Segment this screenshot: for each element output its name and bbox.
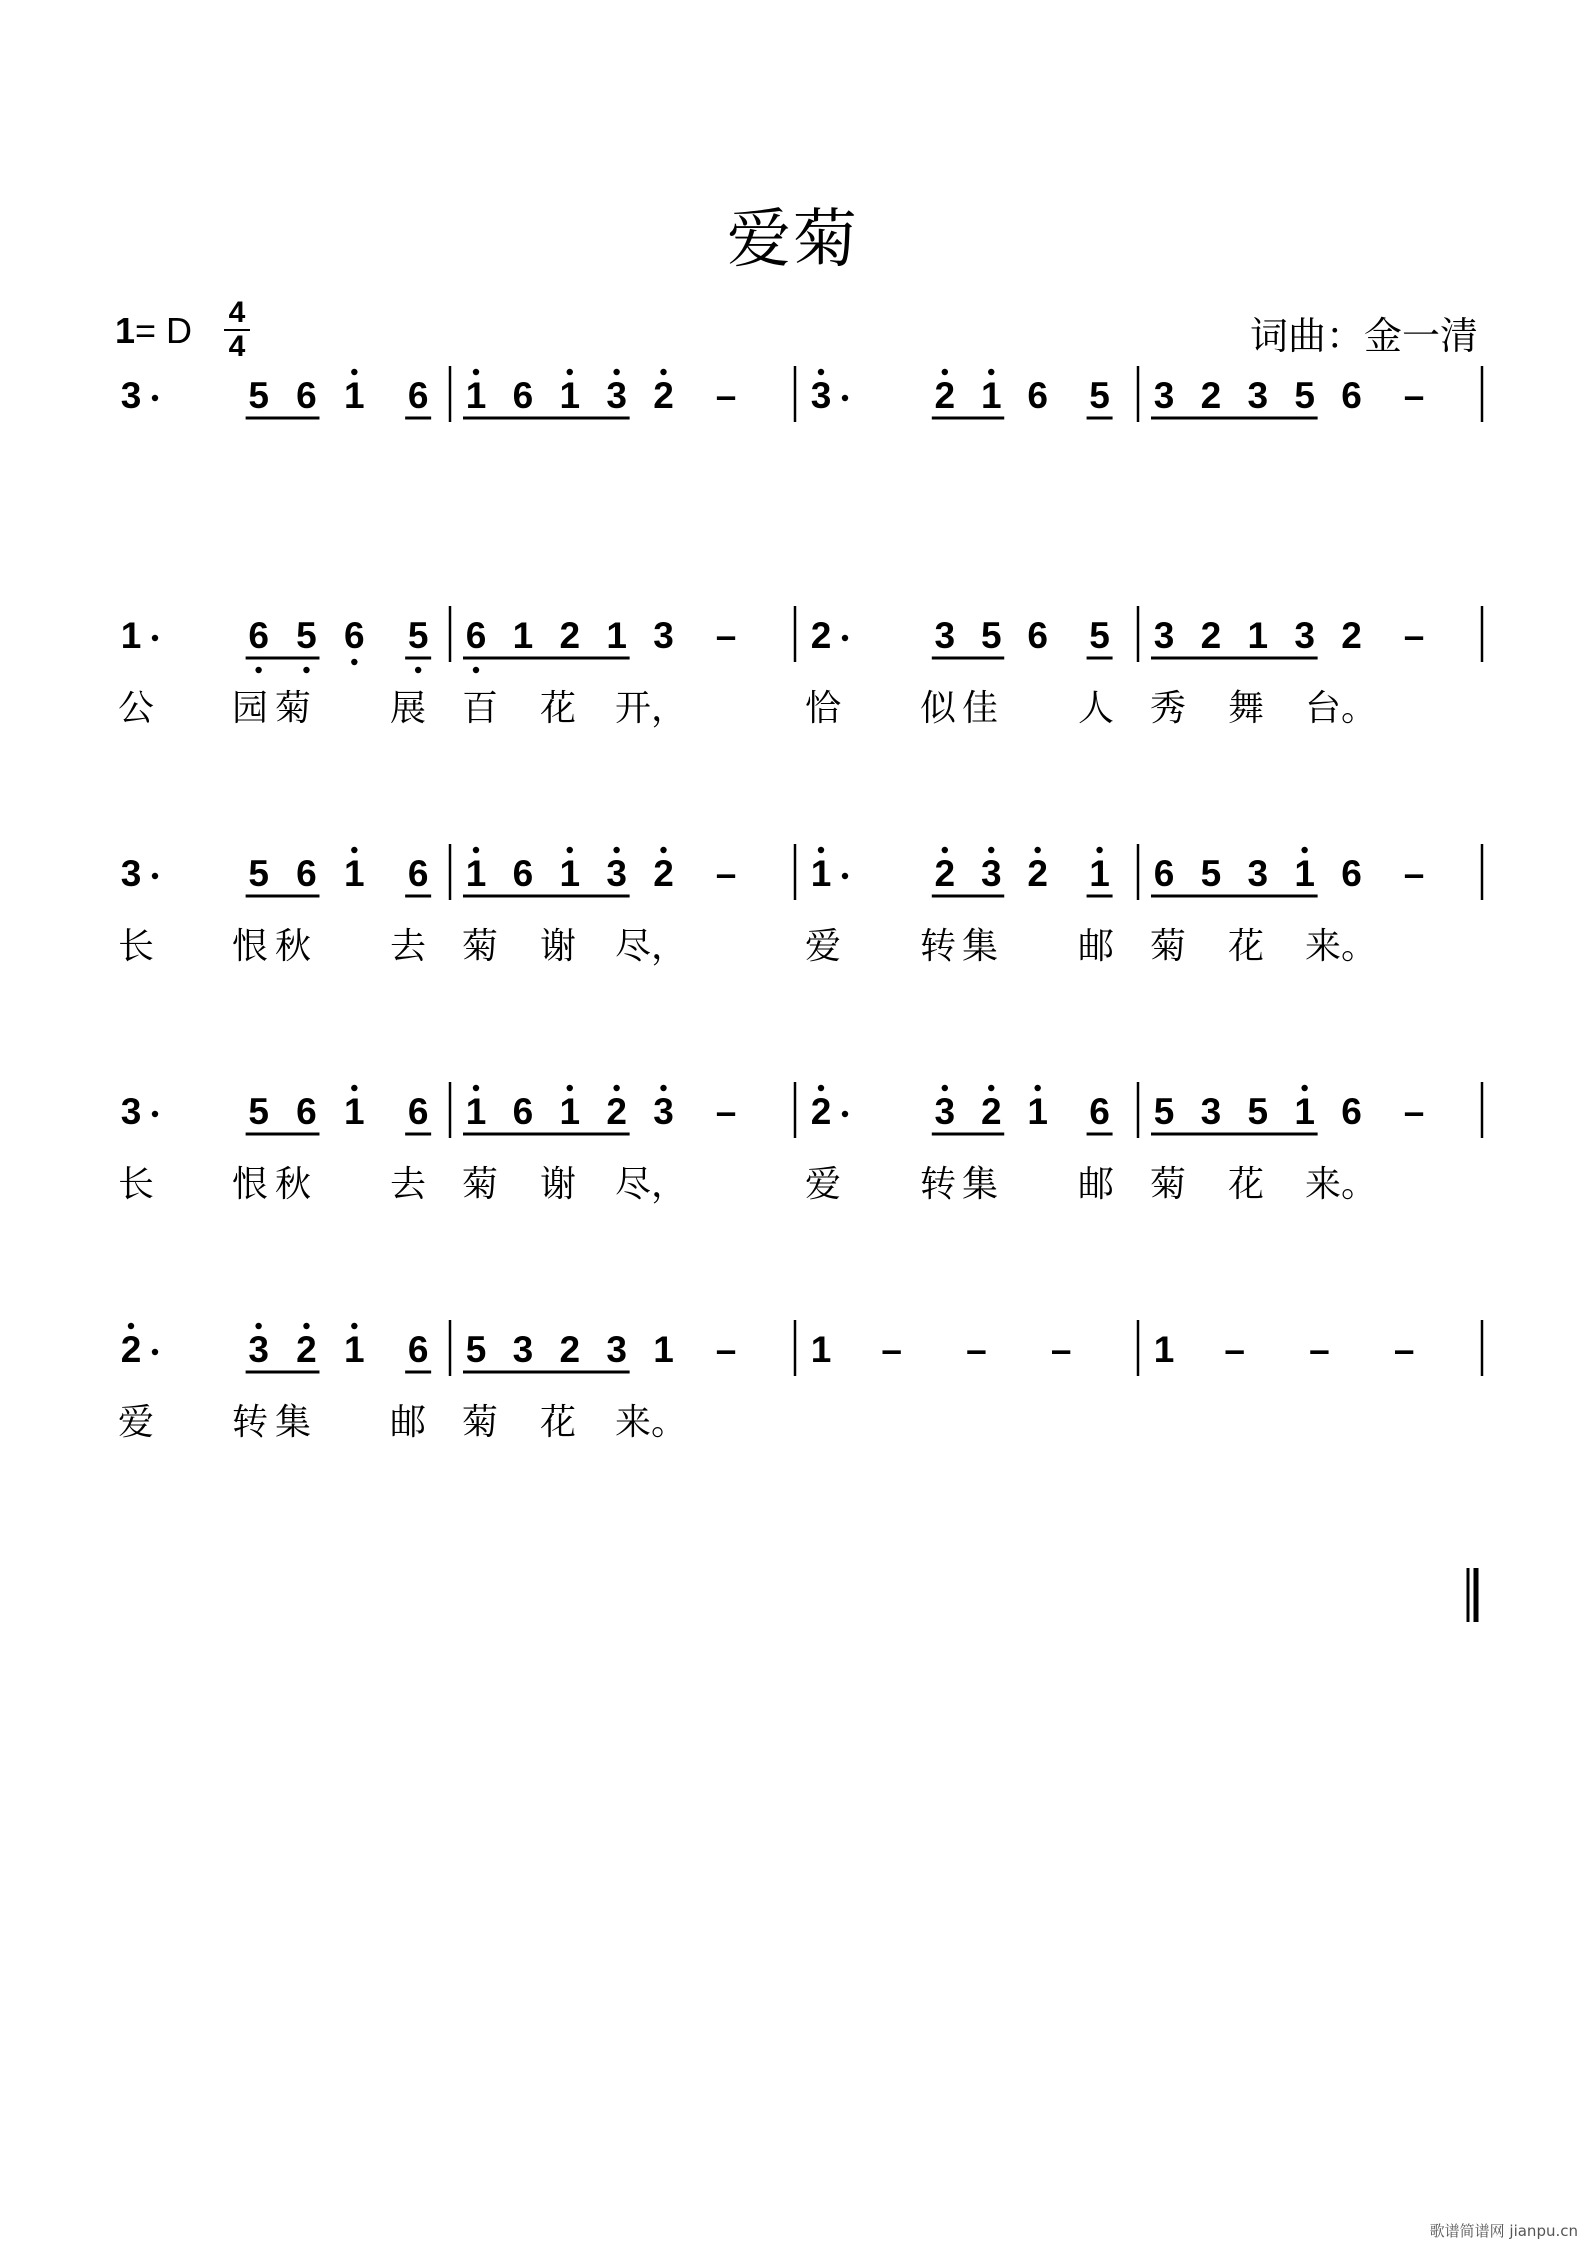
note-6: 6 bbox=[296, 375, 317, 416]
rest-dash: – bbox=[1403, 1091, 1425, 1132]
lyric-char: 菊 bbox=[462, 1164, 499, 1205]
note-3: 3 bbox=[1247, 853, 1269, 894]
note-1: 1 bbox=[465, 375, 487, 416]
note-5: 5 bbox=[248, 375, 269, 416]
note-1: 1 bbox=[1089, 853, 1110, 894]
note-1: 1 bbox=[559, 853, 581, 894]
lyric-char: 转 bbox=[920, 926, 957, 967]
lyric-char: 来。 bbox=[615, 1402, 688, 1443]
time-signature-top: 4 bbox=[228, 296, 246, 329]
note-3: 3 bbox=[980, 853, 1002, 894]
rest-dash: – bbox=[715, 1329, 737, 1370]
high-octave-dot bbox=[128, 1323, 134, 1329]
high-octave-dot bbox=[1096, 847, 1102, 853]
lyric-char: 展 bbox=[390, 688, 427, 729]
note-5: 5 bbox=[248, 853, 269, 894]
rest-dash: – bbox=[715, 615, 737, 656]
lyric-char: 去 bbox=[390, 1164, 427, 1205]
augmentation-dot bbox=[152, 1111, 158, 1117]
note-6: 6 bbox=[512, 1091, 534, 1132]
note-1: 1 bbox=[344, 375, 365, 416]
lyric-char: 百 bbox=[462, 688, 499, 729]
note-2: 2 bbox=[296, 1329, 317, 1370]
high-octave-dot bbox=[567, 847, 573, 853]
note-5: 5 bbox=[248, 1091, 269, 1132]
high-octave-dot bbox=[660, 1085, 666, 1091]
lyric-char: 尽， bbox=[615, 926, 688, 967]
note-1: 1 bbox=[344, 853, 365, 894]
note-3: 3 bbox=[1153, 615, 1175, 656]
note-6: 6 bbox=[512, 853, 534, 894]
lyric-char: 秋 bbox=[275, 1164, 312, 1205]
lyric-char: 长 bbox=[118, 1164, 155, 1205]
note-6: 6 bbox=[1341, 375, 1362, 416]
note-5: 5 bbox=[1089, 375, 1110, 416]
note-3: 3 bbox=[810, 375, 832, 416]
note-3: 3 bbox=[653, 1091, 674, 1132]
note-3: 3 bbox=[1247, 375, 1269, 416]
high-octave-dot bbox=[660, 847, 666, 853]
high-octave-dot bbox=[473, 369, 479, 375]
lyric-char: 集 bbox=[962, 926, 999, 967]
note-3: 3 bbox=[512, 1329, 534, 1370]
lyric-char: 菊 bbox=[275, 688, 312, 729]
note-1: 1 bbox=[559, 1091, 581, 1132]
note-2: 2 bbox=[559, 615, 581, 656]
note-5: 5 bbox=[296, 615, 317, 656]
note-6: 6 bbox=[344, 615, 365, 656]
note-3: 3 bbox=[653, 615, 674, 656]
note-5: 5 bbox=[1294, 375, 1315, 416]
high-octave-dot bbox=[1301, 1085, 1307, 1091]
note-1: 1 bbox=[559, 375, 581, 416]
rest-dash: – bbox=[715, 1091, 737, 1132]
high-octave-dot bbox=[351, 1323, 357, 1329]
low-octave-dot bbox=[303, 667, 309, 673]
note-1: 1 bbox=[465, 1091, 487, 1132]
note-6: 6 bbox=[248, 615, 269, 656]
lyric-char: 来。 bbox=[1305, 926, 1378, 967]
high-octave-dot bbox=[1034, 1085, 1040, 1091]
note-2: 2 bbox=[980, 1091, 1002, 1132]
note-1: 1 bbox=[1294, 853, 1315, 894]
lyric-char: 花 bbox=[1228, 1164, 1265, 1205]
lyric-char: 邮 bbox=[1078, 926, 1115, 967]
rest-dash: – bbox=[715, 853, 737, 894]
note-5: 5 bbox=[980, 615, 1002, 656]
high-octave-dot bbox=[942, 1085, 948, 1091]
high-octave-dot bbox=[613, 847, 619, 853]
high-octave-dot bbox=[818, 369, 824, 375]
lyric-char: 花 bbox=[540, 688, 577, 729]
note-6: 6 bbox=[407, 1091, 429, 1132]
lyric-char: 恨 bbox=[232, 926, 269, 967]
note-1: 1 bbox=[1294, 1091, 1315, 1132]
high-octave-dot bbox=[613, 369, 619, 375]
note-1: 1 bbox=[120, 615, 142, 656]
note-3: 3 bbox=[1294, 615, 1315, 656]
high-octave-dot bbox=[351, 847, 357, 853]
lyric-char: 恨 bbox=[232, 1164, 269, 1205]
lyric-char: 园 bbox=[232, 688, 269, 729]
high-octave-dot bbox=[988, 1085, 994, 1091]
note-6: 6 bbox=[407, 375, 429, 416]
note-3: 3 bbox=[606, 853, 627, 894]
note-6: 6 bbox=[1341, 853, 1362, 894]
note-3: 3 bbox=[934, 1091, 956, 1132]
augmentation-dot bbox=[152, 1349, 158, 1355]
rest-dash: – bbox=[1393, 1329, 1415, 1370]
note-3: 3 bbox=[120, 1091, 142, 1132]
note-6: 6 bbox=[1153, 853, 1175, 894]
note-5: 5 bbox=[1089, 615, 1110, 656]
augmentation-dot bbox=[152, 873, 158, 879]
note-2: 2 bbox=[559, 1329, 581, 1370]
note-2: 2 bbox=[653, 853, 674, 894]
note-2: 2 bbox=[1200, 615, 1222, 656]
high-octave-dot bbox=[660, 369, 666, 375]
note-3: 3 bbox=[1153, 375, 1175, 416]
note-3: 3 bbox=[1200, 1091, 1222, 1132]
augmentation-dot bbox=[842, 1111, 848, 1117]
high-octave-dot bbox=[473, 1085, 479, 1091]
high-octave-dot bbox=[942, 847, 948, 853]
rest-dash: – bbox=[1403, 375, 1425, 416]
lyric-char: 秀 bbox=[1150, 688, 1187, 729]
rest-dash: – bbox=[1403, 615, 1425, 656]
note-6: 6 bbox=[407, 1329, 429, 1370]
high-octave-dot bbox=[351, 369, 357, 375]
note-1: 1 bbox=[980, 375, 1002, 416]
note-1: 1 bbox=[1247, 615, 1269, 656]
note-1: 1 bbox=[344, 1329, 365, 1370]
rest-dash: – bbox=[881, 1329, 902, 1370]
lyric-char: 集 bbox=[275, 1402, 312, 1443]
note-5: 5 bbox=[407, 615, 429, 656]
high-octave-dot bbox=[818, 1085, 824, 1091]
lyric-char: 开， bbox=[615, 688, 688, 729]
note-3: 3 bbox=[606, 1329, 627, 1370]
note-1: 1 bbox=[653, 1329, 674, 1370]
note-1: 1 bbox=[606, 615, 627, 656]
rest-dash: – bbox=[1224, 1329, 1245, 1370]
note-2: 2 bbox=[810, 615, 832, 656]
note-6: 6 bbox=[465, 615, 487, 656]
lyric-char: 集 bbox=[962, 1164, 999, 1205]
lyric-char: 转 bbox=[232, 1402, 269, 1443]
lyric-char: 似 bbox=[920, 688, 957, 729]
lyric-char: 菊 bbox=[462, 1402, 499, 1443]
high-octave-dot bbox=[303, 1323, 309, 1329]
high-octave-dot bbox=[255, 1323, 261, 1329]
note-2: 2 bbox=[606, 1091, 627, 1132]
lyric-char: 菊 bbox=[1150, 926, 1187, 967]
note-2: 2 bbox=[810, 1091, 832, 1132]
lyric-char: 秋 bbox=[275, 926, 312, 967]
note-2: 2 bbox=[934, 375, 956, 416]
lyric-char: 去 bbox=[390, 926, 427, 967]
augmentation-dot bbox=[152, 635, 158, 641]
lyric-char: 花 bbox=[540, 1402, 577, 1443]
note-2: 2 bbox=[1200, 375, 1222, 416]
high-octave-dot bbox=[988, 847, 994, 853]
song-title: 爱菊 bbox=[727, 203, 859, 277]
note-5: 5 bbox=[1247, 1091, 1269, 1132]
note-1: 1 bbox=[344, 1091, 365, 1132]
low-octave-dot bbox=[255, 667, 261, 673]
high-octave-dot bbox=[613, 1085, 619, 1091]
augmentation-dot bbox=[152, 395, 158, 401]
low-octave-dot bbox=[473, 667, 479, 673]
note-1: 1 bbox=[810, 1329, 832, 1370]
note-1: 1 bbox=[810, 853, 832, 894]
lyric-char: 台。 bbox=[1305, 688, 1378, 729]
note-5: 5 bbox=[465, 1329, 487, 1370]
note-1: 1 bbox=[512, 615, 534, 656]
high-octave-dot bbox=[1034, 847, 1040, 853]
rest-dash: – bbox=[1309, 1329, 1330, 1370]
rest-dash: – bbox=[715, 375, 737, 416]
note-1: 1 bbox=[465, 853, 487, 894]
note-6: 6 bbox=[296, 853, 317, 894]
lyric-char: 邮 bbox=[1078, 1164, 1115, 1205]
note-1: 1 bbox=[1153, 1329, 1175, 1370]
rest-dash: – bbox=[1050, 1329, 1072, 1370]
note-3: 3 bbox=[120, 375, 142, 416]
augmentation-dot bbox=[842, 395, 848, 401]
low-octave-dot bbox=[351, 659, 357, 665]
lyric-char: 爱 bbox=[805, 926, 842, 967]
high-octave-dot bbox=[942, 369, 948, 375]
high-octave-dot bbox=[351, 1085, 357, 1091]
lyric-char: 人 bbox=[1078, 688, 1115, 729]
note-2: 2 bbox=[1341, 615, 1362, 656]
lyric-char: 恰 bbox=[805, 688, 842, 729]
note-6: 6 bbox=[512, 375, 534, 416]
watermark: 歌谱简谱网 jianpu.cn bbox=[1429, 2222, 1578, 2240]
lyric-char: 尽， bbox=[615, 1164, 688, 1205]
lyric-char: 谢 bbox=[540, 926, 577, 967]
note-3: 3 bbox=[606, 375, 627, 416]
note-3: 3 bbox=[248, 1329, 269, 1370]
high-octave-dot bbox=[988, 369, 994, 375]
rest-dash: – bbox=[966, 1329, 987, 1370]
note-6: 6 bbox=[1027, 615, 1048, 656]
note-2: 2 bbox=[120, 1329, 142, 1370]
lyric-char: 爱 bbox=[805, 1164, 842, 1205]
lyric-char: 舞 bbox=[1228, 688, 1265, 729]
lyric-char: 公 bbox=[118, 688, 155, 729]
note-2: 2 bbox=[653, 375, 674, 416]
lyric-char: 菊 bbox=[1150, 1164, 1187, 1205]
note-6: 6 bbox=[296, 1091, 317, 1132]
note-6: 6 bbox=[1341, 1091, 1362, 1132]
high-octave-dot bbox=[473, 847, 479, 853]
augmentation-dot bbox=[842, 873, 848, 879]
note-2: 2 bbox=[1027, 853, 1048, 894]
lyric-char: 菊 bbox=[462, 926, 499, 967]
time-signature-bottom: 4 bbox=[228, 330, 246, 363]
high-octave-dot bbox=[818, 847, 824, 853]
note-5: 5 bbox=[1153, 1091, 1175, 1132]
note-6: 6 bbox=[1027, 375, 1048, 416]
lyric-char: 来。 bbox=[1305, 1164, 1378, 1205]
augmentation-dot bbox=[842, 635, 848, 641]
note-1: 1 bbox=[1027, 1091, 1048, 1132]
note-2: 2 bbox=[934, 853, 956, 894]
lyricist-composer-credit: 词曲：金一清 bbox=[1249, 314, 1478, 358]
lyric-char: 长 bbox=[118, 926, 155, 967]
key-text: = D bbox=[135, 310, 193, 351]
lyric-char: 邮 bbox=[390, 1402, 427, 1443]
high-octave-dot bbox=[567, 1085, 573, 1091]
rest-dash: – bbox=[1403, 853, 1425, 894]
lyric-char: 爱 bbox=[118, 1402, 155, 1443]
key-tonic: 1 bbox=[115, 310, 136, 351]
note-3: 3 bbox=[934, 615, 956, 656]
high-octave-dot bbox=[1301, 847, 1307, 853]
high-octave-dot bbox=[567, 369, 573, 375]
lyric-char: 谢 bbox=[540, 1164, 577, 1205]
lyric-char: 转 bbox=[920, 1164, 957, 1205]
note-6: 6 bbox=[1089, 1091, 1110, 1132]
lyric-char: 花 bbox=[1228, 926, 1265, 967]
note-6: 6 bbox=[407, 853, 429, 894]
low-octave-dot bbox=[415, 667, 421, 673]
note-3: 3 bbox=[120, 853, 142, 894]
note-5: 5 bbox=[1200, 853, 1222, 894]
lyric-char: 佳 bbox=[962, 688, 999, 729]
